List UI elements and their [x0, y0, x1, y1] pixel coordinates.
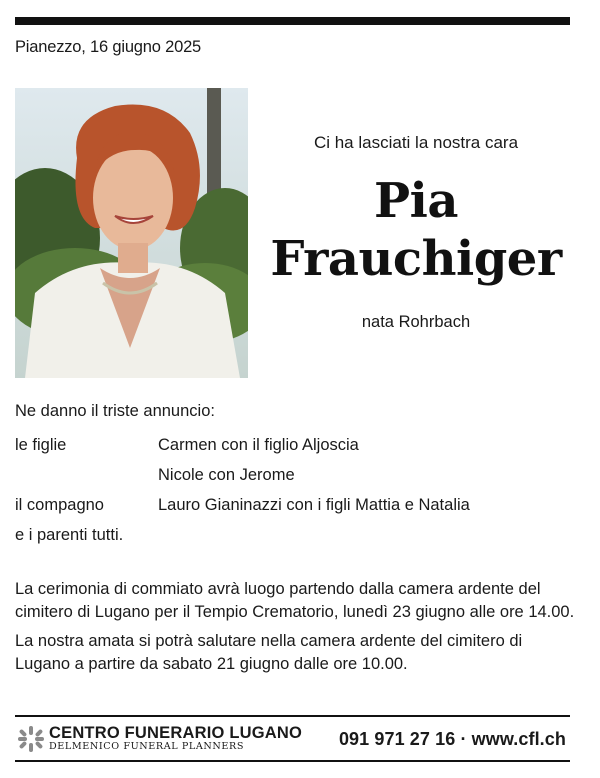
ceremony-details	[15, 578, 575, 682]
footer-bottom-rule	[15, 760, 570, 762]
family-role: il compagno	[15, 495, 104, 514]
funeral-home-logo-icon	[17, 725, 45, 753]
family-names: Nicole con Jerome	[158, 465, 295, 484]
funeral-home-footer	[15, 719, 570, 757]
announcement-lead: Ne danno il triste annuncio:	[15, 402, 215, 420]
footer-top-rule	[15, 715, 570, 717]
deceased-first-name: Pia	[374, 173, 458, 229]
portrait-photo	[15, 88, 248, 378]
family-list	[15, 430, 575, 550]
birth-name: nata Rohrbach	[361, 313, 471, 331]
family-row	[15, 520, 575, 550]
deceased-name	[262, 172, 570, 288]
deceased-last-name: Frauchiger	[270, 231, 562, 287]
funeral-home-contact: 091 971 27 16 · www.cfl.ch	[338, 729, 566, 749]
family-row	[15, 430, 575, 460]
family-role: e i parenti tutti.	[15, 525, 124, 544]
viewing-paragraph: La nostra amata si potrà salutare nella camera ardente del cimitero di Lugano a partire da sabato 21 giugno dalle ore 10.00.	[15, 632, 523, 673]
family-row	[15, 460, 575, 490]
funeral-home-name: CENTRO FUNERARIO LUGANO	[49, 724, 303, 742]
family-names: Carmen con il figlio Aljoscia	[158, 435, 359, 454]
family-names: Lauro Gianinazzi con i figli Mattia e Natalia	[158, 495, 470, 514]
family-row	[15, 490, 575, 520]
top-rule	[15, 17, 570, 25]
place-date: Pianezzo, 16 giugno 2025	[15, 38, 202, 56]
notice-intro: Ci ha lasciati la nostra cara	[313, 133, 519, 152]
family-role: le figlie	[15, 435, 67, 454]
funeral-home-subtitle: DELMENICO FUNERAL PLANNERS	[49, 741, 244, 752]
ceremony-paragraph: La cerimonia di commiato avrà luogo partendo dalla camera ardente del cimitero di Lugano per il Tempio Crematorio, lunedì 23 giugno alle ore 14.00.	[15, 580, 575, 621]
